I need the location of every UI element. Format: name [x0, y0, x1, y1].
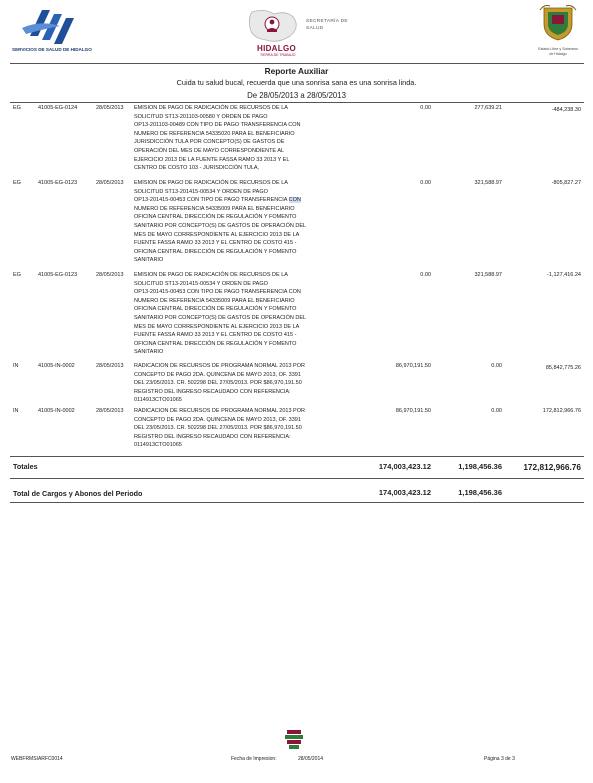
row-abono: 277,639.21: [474, 105, 502, 111]
row-description: RADICACION DE RECURSOS DE PROGRAMA NORMAL 2013 POR CONCEPTO DE PAGO 2DA. QUINCENA DE MAYO 2013, OF. 3391 DEL 23/05/2013. CR. 502298 DEL 27/05/2013. POR $86,970,191.50 REGISTRO DEL INGRESO RECAUDADO CON REFERENCIA: 0114913CTO01065: [134, 363, 305, 404]
report-code: WEBFRMSIARFC0014: [11, 756, 63, 762]
row-description: RADICACION DE RECURSOS DE PROGRAMA NORMAL 2013 POR CONCEPTO DE PAGO 2DA. QUINCENA DE MAYO 2013, OF. 3391 DEL 23/05/2013. CR. 502298 DEL 27/05/2013. POR $86,970,191.50 REGISTRO DEL INGRESO RECAUDADO CON REFERENCIA: 0114913CTO01065: [134, 408, 305, 449]
footer-emblem-icon: [283, 728, 305, 752]
hidalgo-brand: HIDALGO: [257, 44, 296, 53]
row-cargo: 0.00: [420, 272, 431, 278]
totals-cargo: 174,003,423.12: [378, 462, 431, 471]
hidalgo-map-icon: [244, 8, 302, 46]
totals-label: Totales: [13, 462, 38, 471]
row-saldo: 85,842,775.26: [545, 365, 581, 371]
row-type: EG: [13, 105, 21, 111]
row-description: EMISION DE PAGO DE RADICACIÓN DE RECURSOS DE LA SOLICITUD ST13-201103-00580 Y ORDEN DE PAGO OP13-201103-00489 CON TIPO DE PAGO TRANSFERENCIA CON NUMERO DE REFERENCIA 54335020 PARA EL BENEFICIARIO JURISDICCIÓN TULA POR CONCEPTO(S) DE GASTOS DE OPERACIÓN DEL MES DE MAYO CORRESPONDIENTE AL EJERCICIO 2013 DE LA FUENTE FASSA RAMO 33 2013 Y EL CENTRO DE COSTO 103 - JURISDICCIÓN TULA,: [134, 105, 301, 172]
totals-abono: 1,198,456.36: [458, 462, 502, 471]
row-number: 41005-IN-0002: [38, 363, 75, 369]
footer-logo: [283, 728, 305, 757]
hidalgo-tagline: TIERRA DE TRABAJO: [260, 53, 296, 57]
row-number: 41005-EG-0123: [38, 180, 78, 186]
selected-text-highlight: CON: [288, 197, 301, 204]
row-type: IN: [13, 408, 19, 414]
row-type: EG: [13, 272, 21, 278]
state-coat-of-arms: [530, 2, 586, 56]
row-cargo: 0.00: [420, 105, 431, 111]
row-cargo: 86,970,191.50: [395, 408, 431, 414]
row-date: 28/05/2013: [96, 408, 124, 414]
totals-divider-bottom: [10, 478, 584, 479]
ssh-logo-caption: SERVICIOS DE SALUD DE HIDALGO: [12, 47, 92, 52]
header-divider: [10, 63, 584, 64]
ssh-logo-icon: [20, 6, 76, 46]
row-number: 41005-EG-0123: [38, 272, 78, 278]
row-saldo: -1,127,416.24: [547, 272, 581, 278]
report-subtitle: Cuida tu salud bucal, recuerda que una sonrisa sana es una sonrisa linda.: [176, 78, 417, 87]
row-abono: 0.00: [491, 408, 502, 414]
row-cargo: 0.00: [420, 180, 431, 186]
row-number: 41005-EG-0124: [38, 105, 78, 111]
totals-divider-top: [10, 456, 584, 457]
row-date: 28/05/2013: [96, 272, 124, 278]
row-date: 28/05/2013: [96, 363, 124, 369]
row-date: 28/05/2013: [96, 105, 124, 111]
row-saldo: -484,238.30: [551, 107, 581, 113]
print-date-label: Fecha de Impresion:: [231, 756, 277, 762]
row-number: 41005-IN-0002: [38, 408, 75, 414]
row-type: EG: [13, 180, 21, 186]
period-total-cargo: 174,003,423.12: [378, 488, 431, 497]
print-date: 28/05/2014: [298, 756, 324, 762]
report-date-range: De 28/05/2013 a 28/05/2013: [247, 91, 346, 100]
page-number: Página 3 de 3: [484, 756, 515, 762]
row-saldo: 172,812,966.76: [542, 408, 581, 414]
period-total-label: Total de Cargos y Abonos del Periodo: [13, 489, 143, 498]
row-description: EMISION DE PAGO DE RADICACIÓN DE RECURSOS DE LA SOLICITUD ST13-201415-00534 Y ORDEN DE PAGO OP13-201415-00453 CON TIPO DE PAGO TRANSFERENCIA CON NUMERO DE REFERENCIA 54335009 PARA EL BENEFICIARIO OFICINA CENTRAL DIRECCIÓN DE REGULACIÓN Y FOMENTO SANITARIO POR CONCEPTO(S) DE GASTOS DE OPERACIÓN DEL MES DE MAYO CORRESPONDIENTE AL EJERCICIO 2013 DE LA FUENTE FASSA RAMO 33 2013 Y EL CENTRO DE COSTO 415 - OFICINA CENTRAL DIRECCIÓN DE REGULACIÓN Y FOMENTO SANITARIO: [134, 180, 307, 264]
ssh-logo: [12, 6, 97, 52]
title-divider: [10, 102, 584, 103]
row-date: 28/05/2013: [96, 180, 124, 186]
hidalgo-logo: [244, 8, 364, 58]
row-abono: 321,588.97: [474, 272, 502, 278]
page-header: [0, 0, 593, 64]
row-abono: 321,588.97: [474, 180, 502, 186]
coat-of-arms-caption: Estado Libre y Soberano de Hidalgo: [538, 47, 578, 56]
row-cargo: 86,970,191.50: [395, 363, 431, 369]
row-description: EMISION DE PAGO DE RADICACIÓN DE RECURSOS DE LA SOLICITUD ST13-201415-00534 Y ORDEN DE PAGO OP13-201415-00453 CON TIPO DE PAGO TRANSFERENCIA CON NUMERO DE REFERENCIA 54335009 PARA EL BENEFICIARIO OFICINA CENTRAL DIRECCIÓN DE REGULACIÓN Y FOMENTO SANITARIO POR CONCEPTO(S) DE GASTOS DE OPERACIÓN DEL MES DE MAYO CORRESPONDIENTE AL EJERCICIO 2013 DE LA FUENTE FASSA RAMO 33 2013 Y EL CENTRO DE COSTO 415 - OFICINA CENTRAL DIRECCIÓN DE REGULACIÓN Y FOMENTO SANITARIO: [134, 272, 307, 356]
report-title: Reporte Auxiliar: [264, 66, 329, 76]
secretaria-label: SECRETARÍA DE SALUD: [306, 19, 348, 31]
period-divider: [10, 502, 584, 503]
totals-saldo: 172,812,966.76: [523, 462, 581, 472]
row-saldo: -805,827.27: [551, 180, 581, 186]
row-abono: 0.00: [491, 363, 502, 369]
period-total-abono: 1,198,456.36: [458, 488, 502, 497]
row-type: IN: [13, 363, 19, 369]
coat-of-arms-icon: [538, 2, 578, 42]
